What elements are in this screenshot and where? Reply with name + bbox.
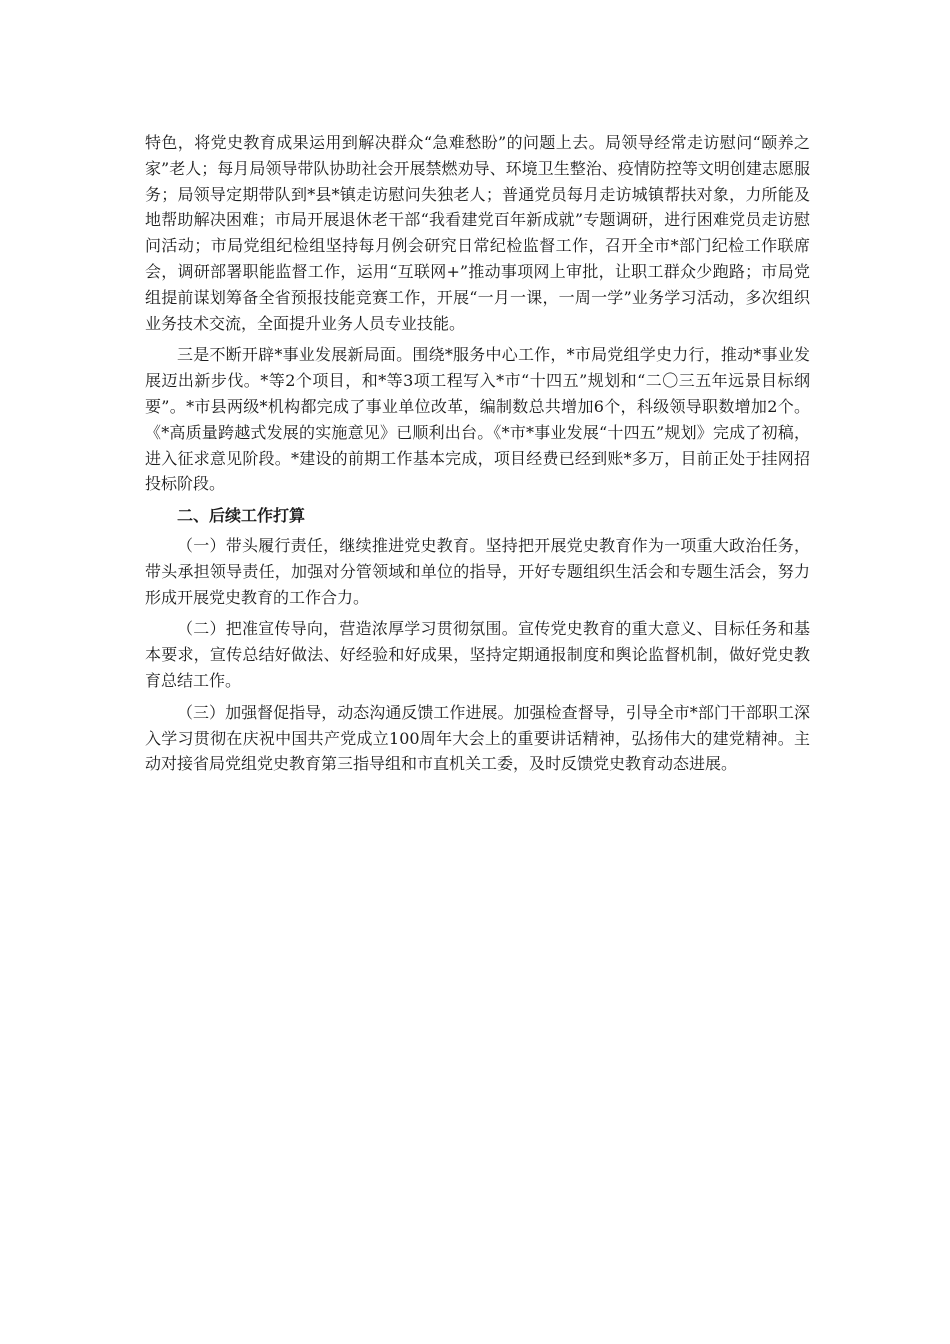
document-page [145, 130, 810, 783]
plan-item-1: （一）带头履行责任，继续推进党史教育。坚持把开展党史教育作为一项重大政治任务，带头承担领导责任，加强对分管领域和单位的指导，开好专题组织生活会和专题生活会，努力形成开展党史教育的工作合力。 [145, 535, 810, 607]
paragraph-three: 三是不断开辟*事业发展新局面。围绕*服务中心工作，*市局党组学史力行，推动*事业发展迈出新步伐。*等2个项目，和*等3项工程写入*市“十四五”规划和“二〇三五年远景目标纲要”。*市县两级*机构都完成了事业单位改革，编制数总共增加6个，科级领导职数增加2个。《*高质量跨越式发展的实施意见》已顺利出台。《*市*事业发展“十四五”规划》完成了初稿，进入征求意见阶段。*建设的前期工作基本完成，项目经费已经到账*多万，目前正处于挂网招投标阶段。 [145, 345, 810, 494]
plan-item-2: （二）把准宣传导向，营造浓厚学习贯彻氛围。宣传党史教育的重大意义、目标任务和基本要求，宣传总结好做法、好经验和好成果，坚持定期通报制度和舆论监督机制，做好党史教育总结工作。 [145, 619, 810, 690]
plan-item-3: （三）加强督促指导，动态沟通反馈工作进展。加强检查督导，引导全市*部门干部职工深入学习贯彻在庆祝中国共产党成立100周年大会上的重要讲话精神，弘扬伟大的建党精神。主动对接省局党组党史教育第三指导组和市直机关工委，及时反馈党史教育动态进展。 [145, 702, 810, 774]
paragraph-continuation: 特色，将党史教育成果运用到解决群众“急难愁盼”的问题上去。局领导经常走访慰问“颐养之家”老人；每月局领导带队协助社会开展禁燃劝导、环境卫生整治、疫情防控等文明创建志愿服务；局领导定期带队到*县*镇走访慰问失独老人；普通党员每月走访城镇帮扶对象，力所能及地帮助解决困难；市局开展退休老干部“我看建党百年新成就”专题调研，进行困难党员走访慰问活动；市局党组纪检组坚持每月例会研究日常纪检监督工作，召开全市*部门纪检工作联席会，调研部署职能监督工作，运用“互联网+”推动事项网上审批，让职工群众少跑路；市局党组提前谋划筹备全省预报技能竞赛工作，开展“一月一课，一周一学”业务学习活动，多次组织业务技术交流，全面提升业务人员专业技能。 [145, 133, 810, 333]
section-heading: 二、后续工作打算 [177, 506, 306, 526]
